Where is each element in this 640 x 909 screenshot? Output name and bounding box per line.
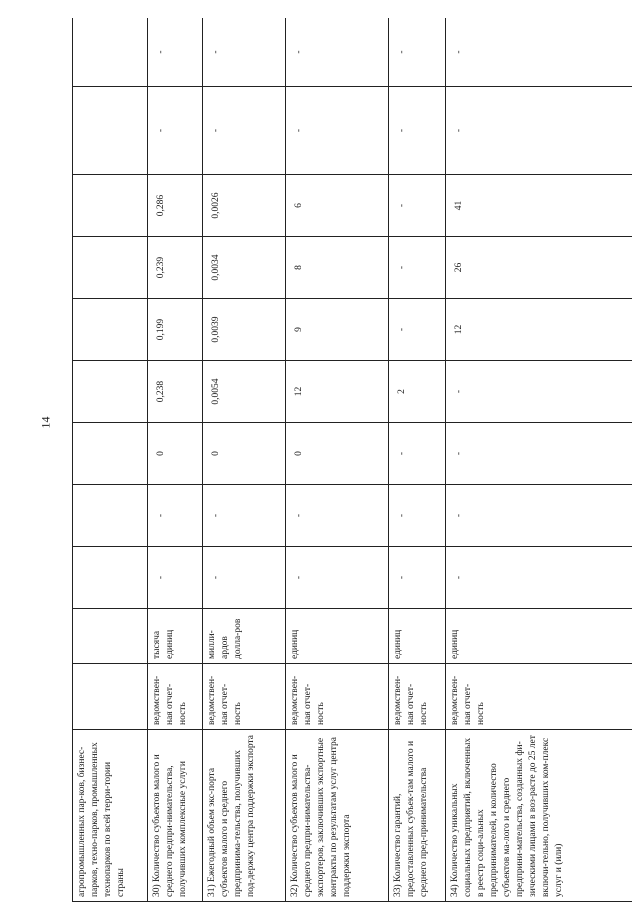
unit-cell: тысяча единиц — [148, 609, 203, 664]
indicator-cell: агропромышленных пар-ков, бизнес-парков, техно-парков, промышленных технопарков по всей терри-тории страны — [73, 730, 148, 902]
value-cell: 12 — [446, 299, 633, 361]
value-cell: - — [148, 547, 203, 609]
source-cell: ведомствен-ная отчет-ность — [389, 664, 446, 730]
value-cell: - — [389, 175, 446, 237]
table-row — [203, 18, 286, 902]
indicator-cell: 32) Количество субъектов малого и среднего предпри-нимательства-экспортеров, заключивших экспортные контракты по результатам услуг центра поддержки экспорта — [286, 730, 389, 902]
value-cell: 0,0054 — [203, 361, 286, 423]
value-cell: - — [389, 423, 446, 485]
value-cell: 0,199 — [148, 299, 203, 361]
value-cell: 0,239 — [148, 237, 203, 299]
value-cell: 0 — [148, 423, 203, 485]
value-cell: 9 — [286, 299, 389, 361]
source-cell: ведомствен-ная отчет-ность — [446, 664, 633, 730]
table-row — [148, 18, 203, 902]
value-cell: 6 — [286, 175, 389, 237]
value-cell: - — [389, 237, 446, 299]
value-cell: - — [389, 485, 446, 547]
value-cell: 0,0039 — [203, 299, 286, 361]
page-number: 14 — [38, 416, 53, 429]
value-cell: - — [446, 361, 633, 423]
value-cell: 0,0034 — [203, 237, 286, 299]
value-cell: 26 — [446, 237, 633, 299]
value-cell: - — [389, 547, 446, 609]
unit-cell: единиц — [389, 609, 446, 664]
value-cell: - — [286, 18, 389, 87]
indicators-table — [72, 18, 632, 902]
value-cell: 8 — [286, 237, 389, 299]
value-cell — [73, 485, 148, 547]
table-row — [286, 18, 389, 902]
indicator-cell: 31) Ежегодный объем экс-порта субъектов малого и среднего предпринима-тельства, получивших под-держку центра поддержки экспорта — [203, 730, 286, 902]
value-cell — [73, 299, 148, 361]
value-cell: 0,0026 — [203, 175, 286, 237]
value-cell: - — [203, 547, 286, 609]
value-cell — [73, 18, 148, 87]
value-cell: - — [148, 87, 203, 175]
value-cell: - — [446, 87, 633, 175]
value-cell — [73, 87, 148, 175]
value-cell: - — [446, 485, 633, 547]
value-cell: 0,286 — [148, 175, 203, 237]
value-cell — [73, 547, 148, 609]
value-cell: 0 — [203, 423, 286, 485]
value-cell: 2 — [389, 361, 446, 423]
unit-cell — [73, 609, 148, 664]
source-cell: ведомствен-ная отчет-ность — [203, 664, 286, 730]
rotated-table-frame — [72, 18, 632, 902]
value-cell: 0 — [286, 423, 389, 485]
value-cell: - — [446, 18, 633, 87]
value-cell: - — [203, 87, 286, 175]
value-cell: - — [446, 547, 633, 609]
rotated-table — [72, 18, 632, 902]
value-cell: - — [203, 485, 286, 547]
value-cell: - — [389, 18, 446, 87]
value-cell — [73, 237, 148, 299]
value-cell: - — [286, 485, 389, 547]
unit-cell: единиц — [446, 609, 633, 664]
value-cell: - — [389, 299, 446, 361]
table-row — [73, 18, 148, 902]
value-cell: - — [148, 485, 203, 547]
value-cell: - — [148, 18, 203, 87]
value-cell: - — [203, 18, 286, 87]
value-cell — [73, 361, 148, 423]
indicator-cell: 30) Количество субъектов малого и среднего предпри-нимательства, получивших комплексные услуги — [148, 730, 203, 902]
indicator-cell: 33) Количество гарантий, предоставленных субъек-там малого и среднего пред-принимательства — [389, 730, 446, 902]
source-cell — [73, 664, 148, 730]
table-row — [389, 18, 446, 902]
value-cell — [73, 175, 148, 237]
value-cell: - — [446, 423, 633, 485]
value-cell: - — [286, 87, 389, 175]
value-cell — [73, 423, 148, 485]
value-cell: 0,238 — [148, 361, 203, 423]
source-cell: ведомствен-ная отчет-ность — [286, 664, 389, 730]
value-cell: 12 — [286, 361, 389, 423]
table-row — [446, 18, 633, 902]
value-cell: 41 — [446, 175, 633, 237]
unit-cell: милли-ардов долла-ров — [203, 609, 286, 664]
value-cell: - — [286, 547, 389, 609]
value-cell: - — [389, 87, 446, 175]
unit-cell: единиц — [286, 609, 389, 664]
indicator-cell: 34) Количество уникальных социальных предприятий, включенных в реестр соци-альных предпринимателей, и количество субъектов ма-лого и среднего предприни-мательства, созданных фи-зическими лицами в воз-расте до 25 лет включи-тельно, получивших ком-плекс услуг и (или) — [446, 730, 633, 902]
source-cell: ведомствен-ная отчет-ность — [148, 664, 203, 730]
